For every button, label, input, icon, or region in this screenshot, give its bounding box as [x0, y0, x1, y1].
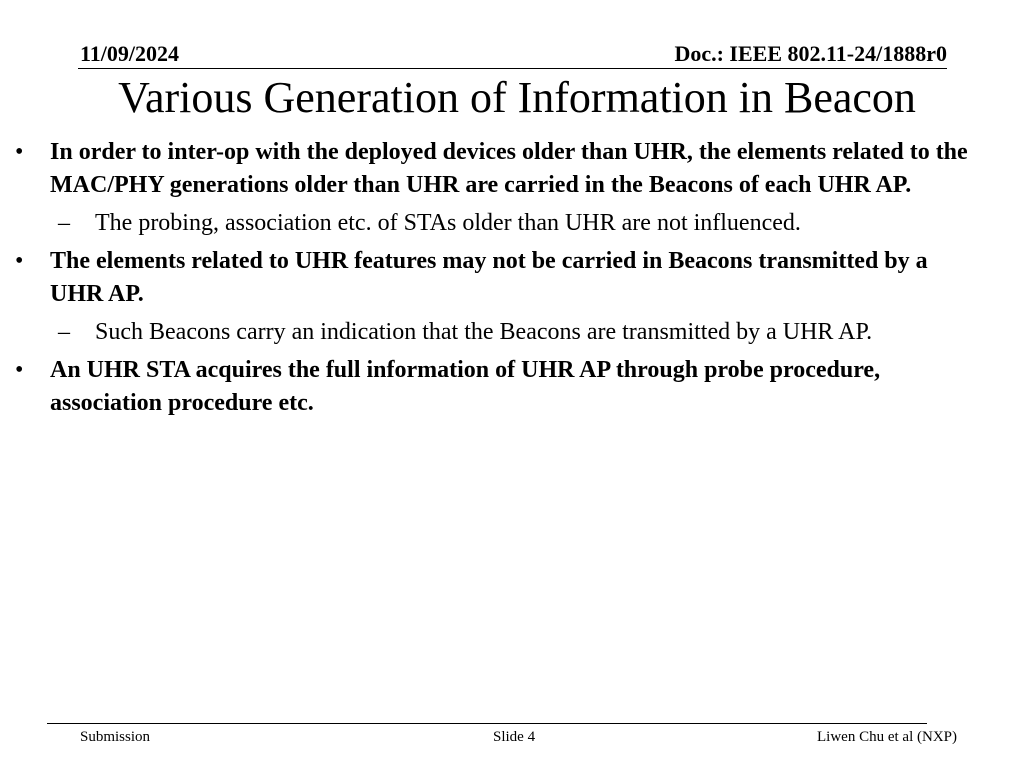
header-divider — [78, 68, 947, 69]
sub-bullet-marker: – — [58, 210, 70, 236]
bullet-3-text: An UHR STA acquires the full information of UHR AP through probe procedure, association procedure etc. — [50, 357, 881, 416]
sub-bullet-marker: – — [58, 319, 70, 345]
slide-body — [0, 136, 1024, 426]
bullet-1 — [0, 136, 1024, 202]
bullet-2-text: The elements related to UHR features may not be carried in Beacons transmitted by a UHR AP. — [50, 248, 928, 307]
bullet-marker: • — [15, 357, 24, 383]
sub-bullet-1-text: The probing, association etc. of STAs older than UHR are not influenced. — [95, 210, 801, 236]
slide-title: Various Generation of Information in Beacon — [118, 73, 916, 122]
bullet-marker: • — [15, 248, 24, 274]
bullet-2 — [0, 245, 1024, 311]
bullet-marker: • — [15, 139, 24, 165]
sub-bullet-2-text: Such Beacons carry an indication that the Beacons are transmitted by a UHR AP. — [95, 319, 873, 345]
footer-author: Liwen Chu et al (NXP) — [817, 729, 957, 745]
sub-bullet-2 — [0, 317, 1024, 348]
bullet-1-text: In order to inter-op with the deployed devices older than UHR, the elements related to the MAC/PHY generations older than UHR are carried in the Beacons of each UHR AP. — [50, 139, 968, 198]
header-doc-id: Doc.: IEEE 802.11-24/1888r0 — [674, 41, 947, 66]
bullet-3 — [0, 354, 1024, 420]
sub-bullet-1 — [0, 208, 1024, 239]
header-date: 11/09/2024 — [80, 41, 180, 66]
footer-slide-number: Slide 4 — [493, 729, 536, 745]
footer-divider — [47, 723, 927, 724]
footer-submission: Submission — [80, 729, 151, 745]
